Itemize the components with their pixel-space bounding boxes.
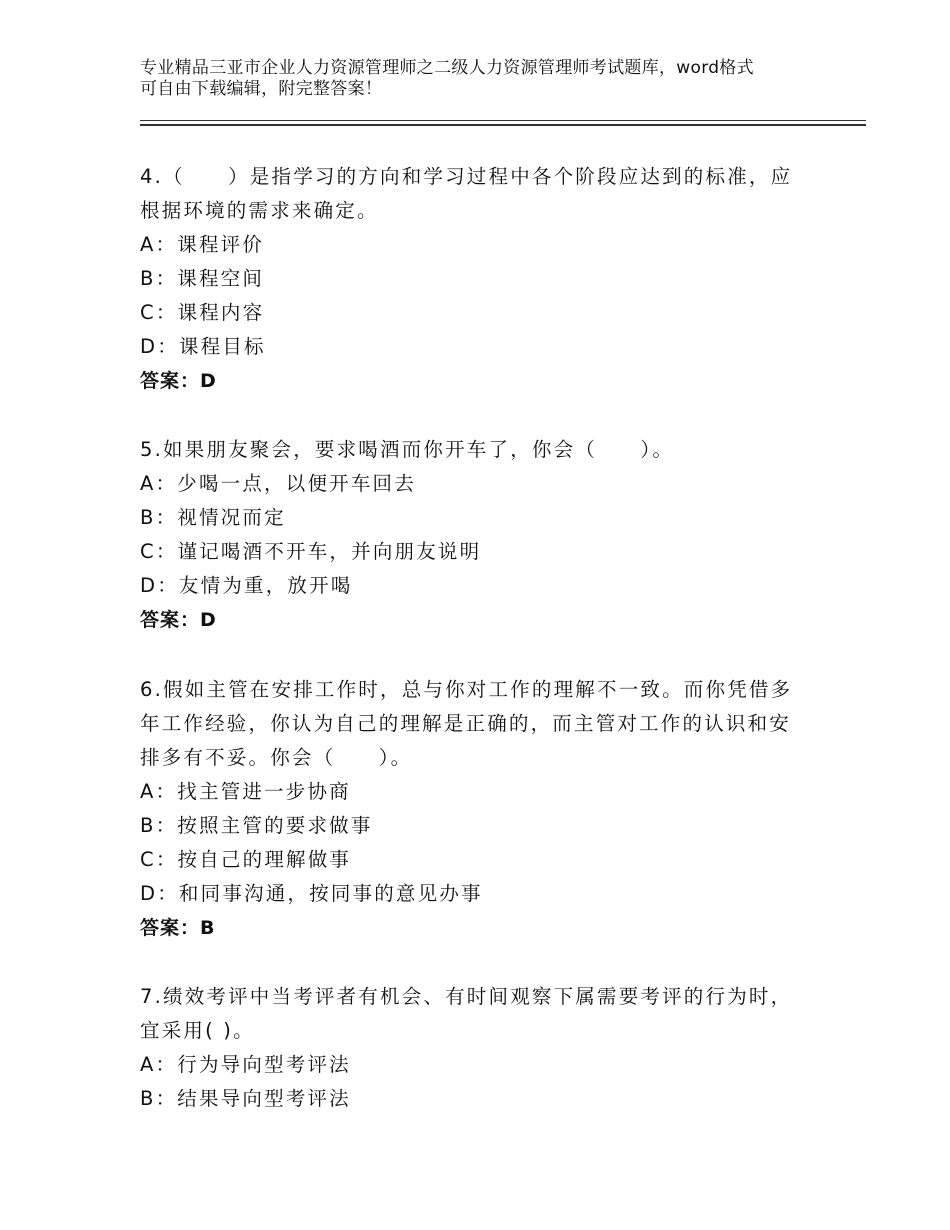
header-title-line-2: 可自由下载编辑，附完整答案！ bbox=[140, 79, 383, 99]
question-stem-line: 7.绩效考评中当考评者有机会、有时间观察下属需要考评的行为时， bbox=[140, 985, 793, 1008]
question-block bbox=[140, 160, 820, 398]
option-b: B：视情况而定 bbox=[140, 506, 286, 529]
question-block bbox=[140, 673, 820, 945]
question-stem-line: 年工作经验，你认为自己的理解是正确的，而主管对工作的认识和安 bbox=[140, 712, 792, 735]
answer-label: 答案：B bbox=[140, 917, 216, 939]
option-b: B：按照主管的要求做事 bbox=[140, 814, 373, 837]
question-stem-line: 5.如果朋友聚会，要求喝酒而你开车了，你会（ ）。 bbox=[140, 438, 675, 461]
question-block bbox=[140, 980, 820, 1116]
header-divider-thick bbox=[140, 124, 866, 126]
option-c: C：按自己的理解做事 bbox=[140, 848, 352, 871]
option-d: D：课程目标 bbox=[140, 335, 266, 358]
document-header bbox=[140, 58, 820, 100]
option-b: B：结果导向型考评法 bbox=[140, 1087, 351, 1110]
option-c: C：课程内容 bbox=[140, 301, 265, 324]
answer-label: 答案：D bbox=[140, 609, 217, 631]
option-c: C：谨记喝酒不开车，并向朋友说明 bbox=[140, 540, 482, 563]
header-divider-thin bbox=[140, 120, 866, 121]
header-title-line-1: 专业精品三亚市企业人力资源管理师之二级人力资源管理师考试题库，word格式 bbox=[140, 58, 754, 78]
option-a: A：行为导向型考评法 bbox=[140, 1053, 351, 1076]
option-a: A：找主管进一步协商 bbox=[140, 780, 351, 803]
answer-label: 答案：D bbox=[140, 370, 217, 392]
option-d: D：友情为重，放开喝 bbox=[140, 574, 353, 597]
option-a: A：课程评价 bbox=[140, 233, 265, 256]
question-stem-line: 排多有不妥。你会（ ）。 bbox=[140, 746, 413, 769]
option-b: B：课程空间 bbox=[140, 267, 265, 290]
question-stem-line: 4.（ ）是指学习的方向和学习过程中各个阶段应达到的标准，应 bbox=[140, 165, 793, 188]
question-stem-line: 根据环境的需求来确定。 bbox=[140, 199, 379, 222]
option-d: D：和同事沟通，按同事的意见办事 bbox=[140, 882, 483, 905]
question-block bbox=[140, 433, 820, 637]
question-stem-line: 6.假如主管在安排工作时，总与你对工作的理解不一致。而你凭借多 bbox=[140, 678, 793, 701]
option-a: A：少喝一点，以便开车回去 bbox=[140, 472, 416, 495]
question-stem-line: 宜采用( )。 bbox=[140, 1019, 255, 1042]
